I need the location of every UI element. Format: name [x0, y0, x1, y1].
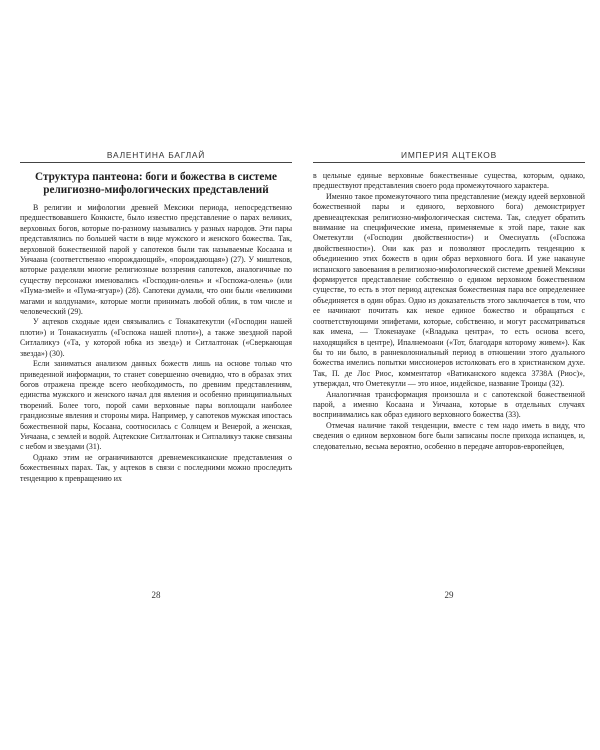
running-head-left: ВАЛЕНТИНА БАГЛАЙ — [20, 150, 292, 163]
paragraph: Если заниматься анализом данных божеств лишь на основе только что приведенной информации, то станет совершенно очевидно, что в образах этих богов отражена прежде всего необходимость, по древним представлениям, единства мужского и женского начал для явления и особенно принципиальных творений. Более того, порой сами верховные пары воплощали наиболее грандиозные явления и стороны мира. Например, у сапотеков мужская ипостась божественной пары, Косаана, соотносилась с Солнцем и Венерой, а женская, Уичаана, с землей и водой. Ацтекские Ситлалтонак и Ситлаликуэ также связаны с небом и звездами (31). — [20, 359, 292, 452]
page-number-right: 29 — [444, 590, 454, 600]
right-page — [313, 150, 585, 600]
left-page — [20, 150, 292, 600]
right-page-text — [313, 171, 585, 452]
paragraph: У ацтеков сходные идеи связывались с Тонакатекутли («Господин нашей плоти») и Тонакасиуатль («Госпожа нашей плоти»), а также звездной парой Ситлаликуэ («Та, у которой юбка из звезд») и Ситлалтонак («Сверкающая звезда») (30). — [20, 317, 292, 358]
page-number-left: 28 — [151, 590, 161, 600]
paragraph: В религии и мифологии древней Мексики периода, непосредственно предшествовавшего Конкисте, было известно представление о парах великих, верховных богов, которые по-разному назывались у разных народов. Эти пары представлялись по большей части в виде мужского и женского божества. Так, верховной божественной парой у сапотеков были так называемые Косаана и Уичаана (соответственно «порождающий», «порождающая») (27). У миштеков, которые разделяли многие религиозные воззрения сапотеков, аналогичные по существу персонажи именовались «Господин-олень» и «Госпожа-олень» (или «Пума-змей» и «Пума-ягуар») (28). Сапотеки думали, что они были «великими магами и колдунами», которые могли принимать любой облик, в том числе и человеческий (29). — [20, 203, 292, 317]
paragraph: Отмечая наличие такой тенденции, вместе с тем надо иметь в виду, что сведения о едином верховном боге были записаны после прихода испанцев, и, следовательно, весьма вероятно, особенно в передаче авторов-европейцев, — [313, 420, 585, 451]
running-head-right: ИМПЕРИЯ АЦТЕКОВ — [313, 150, 585, 163]
section-title: Структура пантеона: боги и божества в системе религиозно-мифологических представлений — [35, 171, 277, 196]
left-page-text — [20, 203, 292, 484]
paragraph: в цельные единые верховные божественные существа, которым, однако, предшествуют представления своего рода промежуточного характера. — [313, 171, 585, 191]
paragraph: Аналогичная трансформация произошла и с сапотекской божественной парой, а именно Косаана и Уичаана, которые в отдельных случаях воспринимались как образ единого верховного божества (33). — [313, 389, 585, 420]
paragraph: Однако этим не ограничиваются древнемексиканские представления о божественных парах. Так, у ацтеков в связи с последними можно проследить тенденцию к превращению их — [20, 452, 292, 483]
paragraph: Именно такое промежуточного типа представление (между идеей верховной божественной пары и единого, верховного бога) демонстрирует древнеацтекская религиозно-мифологическая система. Так, следует обратить внимание на специфические имена, применяемые к этой паре, такие как Ометекутли («Господин двойственности») и Омесиуатль («Госпожа двойственности»). Они как раз и позволяют проследить тенденцию к объединению этих божеств в один образ верховного бога. И уже накануне испанского завоевания в религиозно-мифологической системе древней Мексики формируется представление собственно о едином верховном божественном существе, то есть в этот период ацтекская божественная пара все определеннее объединяется в один образ. Одно из доказательств этого заключается в том, что ее начинают почитать как некое единое божество и обращаться с соответствующими эпифетами, которые, собственно, и могут рассматриваться как имена, — Тлокенауаке («Владыка центра», то есть основа всего, находящийся в центре), Ипалнемоани («Тот, благодаря которому живем»). Как бы то ни было, в раннеколониальный период в отношении этого дуального божества имелись попытки миссионеров истолковать его в христианском духе. Так, П. де Лос Риос, комментатор «Ватиканского кодекса 3738A (Риос)», утверждал, что Ометекутли — это иное, индейское, название Троицы (32). — [313, 191, 585, 389]
